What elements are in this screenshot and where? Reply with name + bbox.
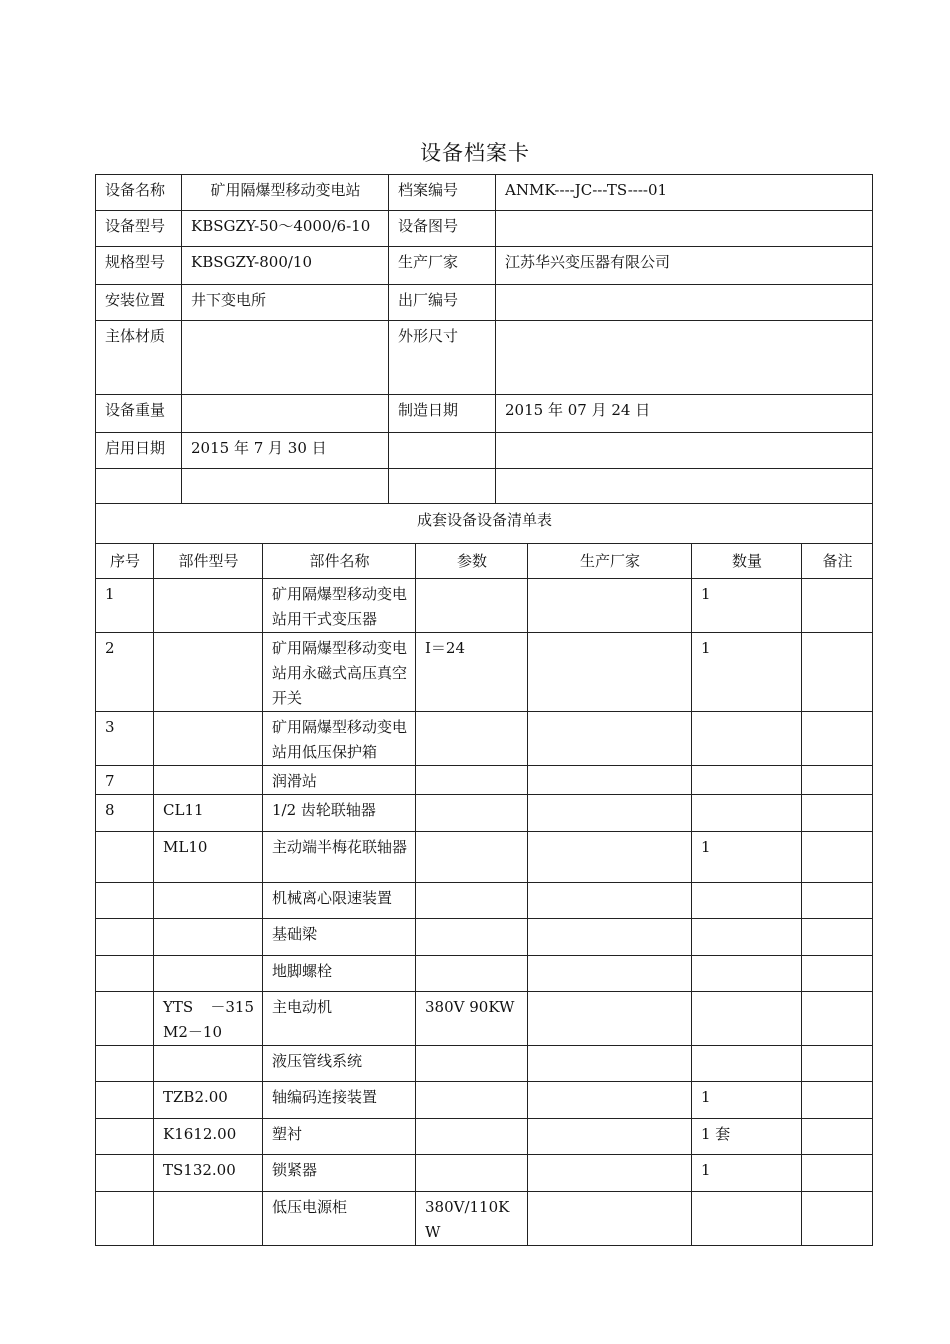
info-label-cell: 外形尺寸: [389, 321, 496, 395]
quantity-cell: [692, 883, 802, 919]
table-row: [96, 766, 873, 795]
info-row: [96, 469, 873, 504]
remark-cell: [802, 956, 873, 992]
seq-cell: [96, 1192, 154, 1246]
seq-cell: [96, 919, 154, 956]
part-name-cell: 液压管线系统: [263, 1046, 416, 1082]
remark-cell: [802, 1155, 873, 1192]
part-model-cell: [154, 633, 263, 712]
parameter-cell: [416, 766, 528, 795]
parameter-cell: [416, 1119, 528, 1155]
parameter-cell: [416, 1082, 528, 1119]
info-label-cell: 规格型号: [96, 247, 182, 285]
column-header: 数量: [692, 544, 802, 579]
part-model-cell: TZB2.00: [154, 1082, 263, 1119]
remark-cell: [802, 832, 873, 883]
part-model-cell: [154, 1046, 263, 1082]
manufacturer-cell: [528, 795, 692, 832]
manufacturer-cell: [528, 712, 692, 766]
table-row: [96, 1046, 873, 1082]
info-row: [96, 285, 873, 321]
manufacturer-cell: [528, 956, 692, 992]
table-row: [96, 992, 873, 1046]
quantity-cell: 1: [692, 1082, 802, 1119]
quantity-cell: 1: [692, 633, 802, 712]
info-label-cell: 安装位置: [96, 285, 182, 321]
remark-cell: [802, 579, 873, 633]
parts-list-subtitle: 成套设备设备清单表: [96, 504, 873, 544]
part-name-cell: 低压电源柜: [263, 1192, 416, 1246]
remark-cell: [802, 1192, 873, 1246]
seq-cell: [96, 1046, 154, 1082]
quantity-cell: 1: [692, 579, 802, 633]
parameter-cell: [416, 1046, 528, 1082]
parameter-cell: [416, 1155, 528, 1192]
info-row: [96, 175, 873, 211]
parameter-cell: [416, 832, 528, 883]
manufacturer-cell: [528, 1046, 692, 1082]
manufacturer-cell: [528, 919, 692, 956]
quantity-cell: 1: [692, 1155, 802, 1192]
info-row: [96, 247, 873, 285]
seq-cell: [96, 832, 154, 883]
table-row: [96, 1119, 873, 1155]
seq-cell: 8: [96, 795, 154, 832]
info-label-cell: 生产厂家: [389, 247, 496, 285]
part-name-cell: 塑衬: [263, 1119, 416, 1155]
table-row: [96, 1155, 873, 1192]
seq-cell: [96, 1155, 154, 1192]
part-model-cell: TS132.00: [154, 1155, 263, 1192]
table-row: [96, 1082, 873, 1119]
info-value-cell: [496, 469, 873, 504]
info-value-cell: [496, 285, 873, 321]
quantity-cell: 1 套: [692, 1119, 802, 1155]
part-name-cell: 地脚螺栓: [263, 956, 416, 992]
info-value-cell: [182, 469, 389, 504]
part-name-cell: 主动端半梅花联轴器: [263, 832, 416, 883]
part-name-cell: 主电动机: [263, 992, 416, 1046]
parameter-cell: 380V 90KW: [416, 992, 528, 1046]
info-value-cell: KBSGZY-50～4000/6-10: [182, 211, 389, 247]
remark-cell: [802, 795, 873, 832]
seq-cell: [96, 1082, 154, 1119]
quantity-cell: [692, 992, 802, 1046]
info-value-cell: [182, 395, 389, 433]
seq-cell: [96, 883, 154, 919]
column-header: 备注: [802, 544, 873, 579]
column-header: 生产厂家: [528, 544, 692, 579]
quantity-cell: [692, 956, 802, 992]
part-model-cell: K1612.00: [154, 1119, 263, 1155]
part-model-cell: YTS －315M2－10: [154, 992, 263, 1046]
equipment-info-table: [95, 174, 873, 544]
parameter-cell: [416, 883, 528, 919]
part-name-cell: 矿用隔爆型移动变电站用低压保护箱: [263, 712, 416, 766]
quantity-cell: [692, 1046, 802, 1082]
table-row: [96, 1192, 873, 1246]
parts-list-table: [95, 543, 873, 1246]
info-row: [96, 433, 873, 469]
info-row: [96, 321, 873, 395]
part-name-cell: 基础梁: [263, 919, 416, 956]
info-value-cell: [182, 321, 389, 395]
remark-cell: [802, 883, 873, 919]
remark-cell: [802, 1082, 873, 1119]
info-label-cell: 档案编号: [389, 175, 496, 211]
info-row: [96, 211, 873, 247]
parameter-cell: [416, 956, 528, 992]
part-model-cell: [154, 919, 263, 956]
info-value-cell: [496, 321, 873, 395]
seq-cell: 3: [96, 712, 154, 766]
manufacturer-cell: [528, 883, 692, 919]
parameter-cell: 380V/110KW: [416, 1192, 528, 1246]
part-model-cell: ML10: [154, 832, 263, 883]
part-model-cell: [154, 766, 263, 795]
remark-cell: [802, 992, 873, 1046]
manufacturer-cell: [528, 1155, 692, 1192]
remark-cell: [802, 633, 873, 712]
remark-cell: [802, 1119, 873, 1155]
quantity-cell: [692, 712, 802, 766]
info-label-cell: 设备重量: [96, 395, 182, 433]
parameter-cell: I＝24: [416, 633, 528, 712]
part-model-cell: [154, 712, 263, 766]
info-label-cell: 主体材质: [96, 321, 182, 395]
info-value-cell: [496, 211, 873, 247]
info-row: [96, 395, 873, 433]
seq-cell: 2: [96, 633, 154, 712]
column-header: 部件名称: [263, 544, 416, 579]
manufacturer-cell: [528, 579, 692, 633]
part-name-cell: 润滑站: [263, 766, 416, 795]
seq-cell: [96, 956, 154, 992]
part-name-cell: 锁紧器: [263, 1155, 416, 1192]
info-label-cell: 设备名称: [96, 175, 182, 211]
info-label-cell: 设备图号: [389, 211, 496, 247]
seq-cell: 1: [96, 579, 154, 633]
table-row: [96, 579, 873, 633]
table-row: [96, 795, 873, 832]
quantity-cell: [692, 919, 802, 956]
info-value-cell: 2015 年 7 月 30 日: [182, 433, 389, 469]
parameter-cell: [416, 712, 528, 766]
part-name-cell: 轴编码连接装置: [263, 1082, 416, 1119]
quantity-cell: [692, 795, 802, 832]
parameter-cell: [416, 795, 528, 832]
info-value-cell: KBSGZY-800/10: [182, 247, 389, 285]
part-name-cell: 机械离心限速装置: [263, 883, 416, 919]
table-row: [96, 956, 873, 992]
info-value-cell: 江苏华兴变压器有限公司: [496, 247, 873, 285]
info-value-cell: [496, 433, 873, 469]
manufacturer-cell: [528, 633, 692, 712]
part-name-cell: 矿用隔爆型移动变电站用干式变压器: [263, 579, 416, 633]
remark-cell: [802, 919, 873, 956]
part-model-cell: [154, 956, 263, 992]
column-header: 部件型号: [154, 544, 263, 579]
part-model-cell: [154, 1192, 263, 1246]
part-name-cell: 矿用隔爆型移动变电站用永磁式高压真空开关: [263, 633, 416, 712]
part-model-cell: [154, 579, 263, 633]
part-model-cell: CL11: [154, 795, 263, 832]
document-title: 设备档案卡: [420, 141, 530, 165]
manufacturer-cell: [528, 832, 692, 883]
info-value-cell: ANMK----JC---TS----01: [496, 175, 873, 211]
info-value-cell: 2015 年 07 月 24 日: [496, 395, 873, 433]
seq-cell: 7: [96, 766, 154, 795]
table-row: [96, 712, 873, 766]
part-name-cell: 1/2 齿轮联轴器: [263, 795, 416, 832]
info-label-cell: [389, 433, 496, 469]
subtitle-row: [96, 504, 873, 544]
quantity-cell: [692, 766, 802, 795]
remark-cell: [802, 766, 873, 795]
manufacturer-cell: [528, 1119, 692, 1155]
table-row: [96, 919, 873, 956]
remark-cell: [802, 1046, 873, 1082]
info-label-cell: 设备型号: [96, 211, 182, 247]
manufacturer-cell: [528, 1082, 692, 1119]
table-row: [96, 832, 873, 883]
parameter-cell: [416, 579, 528, 633]
part-model-cell: [154, 883, 263, 919]
info-label-cell: [389, 469, 496, 504]
manufacturer-cell: [528, 992, 692, 1046]
column-header: 参数: [416, 544, 528, 579]
seq-cell: [96, 992, 154, 1046]
parts-header-row: [96, 544, 873, 579]
seq-cell: [96, 1119, 154, 1155]
manufacturer-cell: [528, 1192, 692, 1246]
table-row: [96, 883, 873, 919]
table-row: [96, 633, 873, 712]
remark-cell: [802, 712, 873, 766]
info-value-cell: 井下变电所: [182, 285, 389, 321]
parameter-cell: [416, 919, 528, 956]
info-value-cell: 矿用隔爆型移动变电站: [182, 175, 389, 211]
quantity-cell: [692, 1192, 802, 1246]
info-label-cell: 出厂编号: [389, 285, 496, 321]
quantity-cell: 1: [692, 832, 802, 883]
column-header: 序号: [96, 544, 154, 579]
info-label-cell: [96, 469, 182, 504]
manufacturer-cell: [528, 766, 692, 795]
info-label-cell: 启用日期: [96, 433, 182, 469]
info-label-cell: 制造日期: [389, 395, 496, 433]
